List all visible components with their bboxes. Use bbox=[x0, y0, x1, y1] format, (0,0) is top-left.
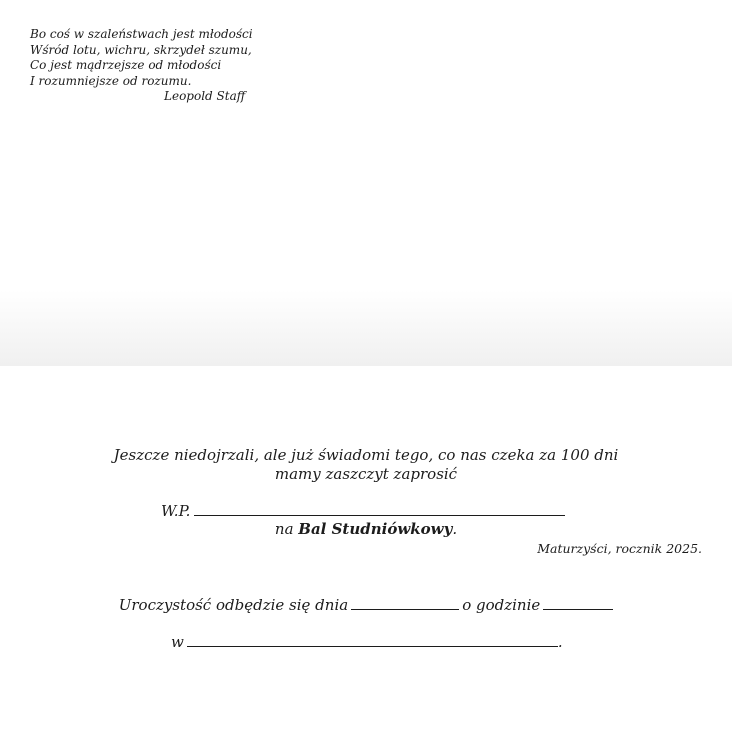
poem-line: Co jest mądrzejsze od młodości bbox=[30, 58, 222, 72]
date-blank[interactable] bbox=[351, 594, 459, 610]
poem-line: I rozumniejsze od rozumu. bbox=[30, 73, 192, 88]
bal-line bbox=[0, 520, 732, 538]
intro-line-2: mamy zaszczyt zaprosić bbox=[274, 465, 458, 483]
ceremony-date-row bbox=[0, 594, 732, 614]
guest-name-row bbox=[161, 500, 565, 520]
ceremony-label: Uroczystość odbędzie się dnia bbox=[118, 596, 349, 614]
time-label: o godzinie bbox=[462, 596, 541, 614]
bal-prefix: na bbox=[274, 520, 299, 538]
wp-label: W.P. bbox=[161, 502, 191, 520]
bal-suffix: . bbox=[452, 520, 458, 538]
place-blank[interactable] bbox=[187, 631, 558, 647]
bal-name: Bal Studniówkowy bbox=[298, 520, 453, 538]
signature: Maturzyści, rocznik 2025. bbox=[537, 541, 702, 556]
time-blank[interactable] bbox=[543, 594, 613, 610]
poem-line: Bo coś w szaleństwach jest młodości bbox=[30, 27, 253, 41]
guest-name-blank[interactable] bbox=[194, 500, 565, 516]
intro-line-1: Jeszcze niedojrzali, ale już świadomi tego, co nas czeka za 100 dni bbox=[113, 446, 619, 464]
poem-epigraph bbox=[30, 27, 253, 105]
poem-author: Leopold Staff bbox=[164, 89, 246, 103]
place-row bbox=[171, 631, 563, 651]
place-label: w bbox=[171, 633, 184, 651]
poem-line: Wśród lotu, wichru, skrzydeł szumu, bbox=[30, 42, 252, 57]
place-suffix: . bbox=[557, 633, 563, 651]
